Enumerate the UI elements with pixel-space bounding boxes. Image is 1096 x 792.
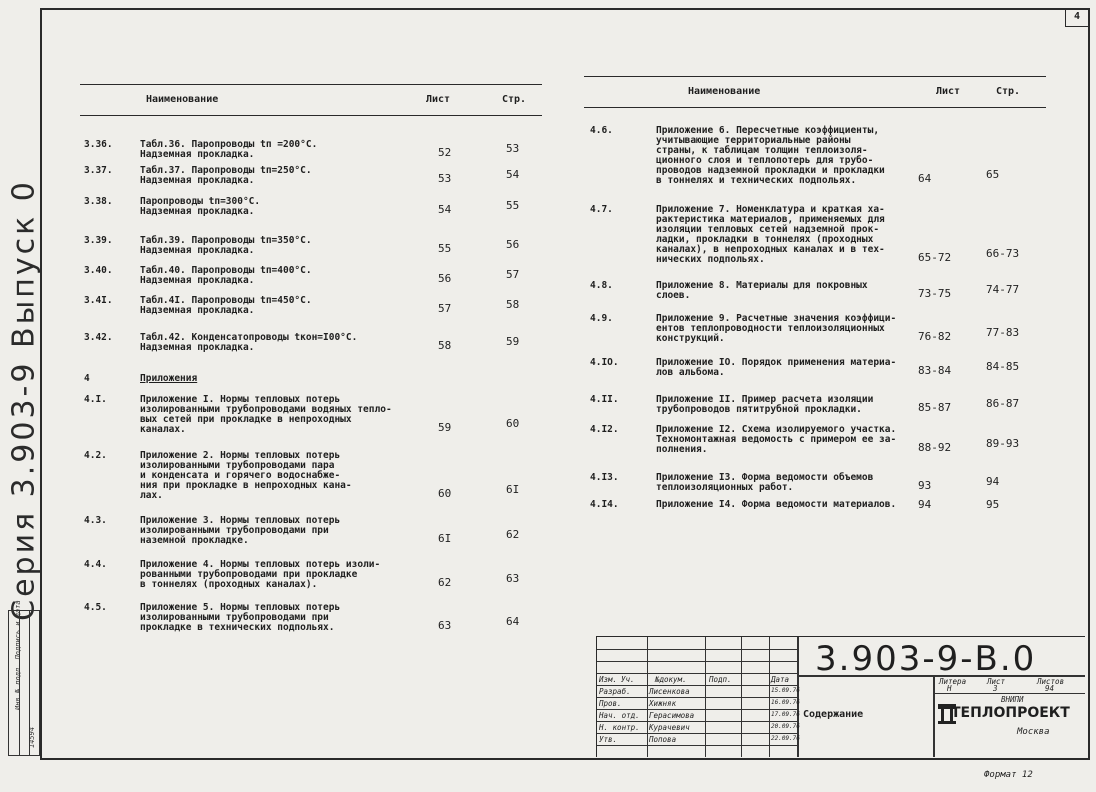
- row-title: Приложение 9. Расчетные значения коэффици- ентов теплопроводности теплоизоляционных конструкций.: [656, 313, 897, 344]
- col-header-uch: Уч.: [621, 675, 635, 684]
- signer-date: 22.09.76: [771, 735, 800, 742]
- row-page: 6I: [506, 483, 520, 496]
- row-sheet: 63: [438, 619, 452, 632]
- row-page: 86-87: [986, 397, 1020, 410]
- row-sheet: 65-72: [918, 251, 952, 264]
- row-title: Приложение 6. Пересчетные коэффициенты, учитывающие территориальные районы страны, к таблицам толщин теплоизоля- ционного слоя и теплопотерь для трубо- проводов надземной прокладки и прокладки в тоннелях и технических подпольях.: [656, 125, 885, 186]
- row-title: Приложение 8. Материалы для покровных слоев.: [656, 280, 868, 301]
- row-number: 3.36.: [84, 139, 113, 150]
- row-number: 4.7.: [590, 204, 613, 215]
- signer-date: 15.09.76: [771, 687, 800, 694]
- row-page: 63: [506, 572, 520, 585]
- org-small: ВНИПИ: [1001, 695, 1024, 704]
- row-title: Приложения: [140, 373, 198, 384]
- row-number: 4.8.: [590, 280, 613, 291]
- row-sheet: 58: [438, 339, 452, 352]
- row-sheet: 54: [438, 203, 452, 216]
- row-page: 59: [506, 335, 520, 348]
- row-page: 62: [506, 528, 520, 541]
- row-number: 4.IO.: [590, 357, 619, 368]
- signer-name: Лисенкова: [649, 687, 690, 696]
- row-title: Табл.39. Паропроводы tп=350°С. Надземная прокладка.: [140, 235, 312, 256]
- row-number: 4.4.: [84, 559, 107, 570]
- row-title: Приложение I2. Схема изолируемого участка. Техномонтажная ведомость с примером ее за- полнения.: [656, 424, 897, 455]
- row-number: 4.9.: [590, 313, 613, 324]
- row-page: 60: [506, 417, 520, 430]
- row-page: 55: [506, 199, 520, 212]
- contents-left-column: [80, 84, 542, 116]
- row-sheet: 76-82: [918, 330, 952, 343]
- signer-role: Разраб.: [599, 687, 631, 696]
- row-sheet: 52: [438, 146, 452, 159]
- row-sheet: 56: [438, 272, 452, 285]
- row-title: Приложение 3. Нормы тепловых потерь изолированными трубопроводами при наземной прокладке.: [140, 515, 341, 546]
- sheet-label: Лист: [987, 677, 1006, 686]
- inv-number: 14594: [28, 726, 36, 748]
- row-title: Табл.37. Паропроводы tп=250°С. Надземная прокладка.: [140, 165, 312, 186]
- signer-role: Нач. отд.: [599, 711, 640, 720]
- row-sheet: 94: [918, 498, 932, 511]
- row-page: 64: [506, 615, 520, 628]
- row-number: 4.II.: [590, 394, 619, 405]
- left-table-header: [80, 84, 542, 116]
- row-number: 3.38.: [84, 196, 113, 207]
- row-title: Табл.36. Паропроводы tп =200°С. Надземная прокладка.: [140, 139, 318, 160]
- row-number: 4.3.: [84, 515, 107, 526]
- row-page: 95: [986, 498, 1000, 511]
- row-title: Приложение 5. Нормы тепловых потерь изолированными трубопроводами при прокладке в технических подпольях.: [140, 602, 341, 633]
- signer-name: Герасимова: [649, 711, 695, 720]
- stage-value: Н: [947, 684, 952, 693]
- row-page: 94: [986, 475, 1000, 488]
- row-sheet: 64: [918, 172, 932, 185]
- doc-title: Содержание: [803, 709, 864, 720]
- header-sheet: Лист: [426, 94, 451, 105]
- header-sheet: Лист: [936, 86, 961, 97]
- row-title: Приложение I4. Форма ведомости материалов.: [656, 499, 897, 510]
- signer-name: Хижняк: [649, 699, 677, 708]
- row-sheet: 62: [438, 576, 452, 589]
- row-number: 4.I3.: [590, 472, 619, 483]
- row-number: 4.5.: [84, 602, 107, 613]
- row-sheet: 83-84: [918, 364, 952, 377]
- row-page: 65: [986, 168, 1000, 181]
- signer-date: 17.09.76: [771, 711, 800, 718]
- row-number: 3.39.: [84, 235, 113, 246]
- row-title: Табл.4I. Паропроводы tп=450°С. Надземная прокладка.: [140, 295, 312, 316]
- signer-date: 20.09.76: [771, 723, 800, 730]
- row-sheet: 57: [438, 302, 452, 315]
- col-header-izm: Изм.: [599, 675, 618, 684]
- header-page: Стр.: [502, 94, 527, 105]
- sheets-value: 94: [1045, 684, 1055, 693]
- contents-right-column: [584, 76, 1046, 108]
- row-title: Приложение IO. Порядок применения материа- лов альбома.: [656, 357, 897, 378]
- row-number: 4.I2.: [590, 424, 619, 435]
- header-page: Стр.: [996, 86, 1021, 97]
- signature-label: Инв.№ подл. Подпись и дата: [14, 600, 22, 710]
- col-header-date: Дата: [771, 675, 790, 684]
- row-page: 74-77: [986, 283, 1020, 296]
- row-title: Приложение I3. Форма ведомости объемов теплоизоляционных работ.: [656, 472, 874, 493]
- row-number: 3.4I.: [84, 295, 113, 306]
- row-title: Паропроводы tп=300°С. Надземная прокладка.: [140, 196, 261, 217]
- row-sheet: 85-87: [918, 401, 952, 414]
- row-page: 66-73: [986, 247, 1020, 260]
- side-stamp: [0, 0, 40, 792]
- signer-role: Утв.: [599, 735, 618, 744]
- signer-name: Курачевич: [649, 723, 690, 732]
- org-city: Москва: [1017, 727, 1050, 737]
- row-number: 4.2.: [84, 450, 107, 461]
- row-sheet: 88-92: [918, 441, 952, 454]
- org-name: ТЕПЛОПРОЕКТ: [951, 705, 1070, 721]
- sheet-value: 3: [993, 684, 998, 693]
- row-page: 56: [506, 238, 520, 251]
- row-number: 3.42.: [84, 332, 113, 343]
- row-sheet: 73-75: [918, 287, 952, 300]
- header-name: Наименование: [688, 86, 761, 97]
- header-name: Наименование: [146, 94, 219, 105]
- row-page: 54: [506, 168, 520, 181]
- doc-number: 3.903-9-В.0: [815, 639, 1037, 679]
- row-sheet: 6I: [438, 532, 452, 545]
- page-number: 4: [1065, 8, 1088, 27]
- signer-name: Попова: [649, 735, 677, 744]
- row-title: Приложение 4. Нормы тепловых потерь изоли- рованными трубопроводами при прокладке в тоннелях (проходных каналах).: [140, 559, 381, 590]
- row-page: 89-93: [986, 437, 1020, 450]
- row-number: 3.37.: [84, 165, 113, 176]
- row-page: 53: [506, 142, 520, 155]
- row-number: 4: [84, 373, 90, 384]
- right-table-header: [584, 76, 1046, 108]
- row-number: 4.I4.: [590, 499, 619, 510]
- row-sheet: 55: [438, 242, 452, 255]
- row-title: Приложение I. Нормы тепловых потерь изолированными трубопроводами водяных тепло- вых сетей при прокладке в непроходных каналах.: [140, 394, 392, 435]
- row-page: 77-83: [986, 326, 1020, 339]
- row-title: Табл.40. Паропроводы tп=400°С. Надземная прокладка.: [140, 265, 312, 286]
- signer-date: 16.09.76: [771, 699, 800, 706]
- row-title: Приложение II. Пример расчета изоляции трубопроводов пятитрубной прокладки.: [656, 394, 874, 415]
- signer-role: Пров.: [599, 699, 622, 708]
- row-title: Табл.42. Конденсатопроводы tкон=I00°С. Надземная прокладка.: [140, 332, 358, 353]
- row-page: 58: [506, 298, 520, 311]
- row-title: Приложение 2. Нормы тепловых потерь изолированными трубопроводами пара и конденсата и горячего водоснабже- ния при прокладке в непроходных кана- лах.: [140, 450, 352, 501]
- row-sheet: 53: [438, 172, 452, 185]
- row-page: 84-85: [986, 360, 1020, 373]
- row-sheet: 60: [438, 487, 452, 500]
- title-block: [596, 636, 1085, 757]
- sheets-label: Листов: [1037, 677, 1065, 686]
- signer-role: Н. контр.: [599, 723, 640, 732]
- row-number: 4.I.: [84, 394, 107, 405]
- format-label: Формат 12: [984, 770, 1033, 780]
- row-number: 4.6.: [590, 125, 613, 136]
- row-sheet: 59: [438, 421, 452, 434]
- row-number: 3.40.: [84, 265, 113, 276]
- stage-label: Литера: [939, 677, 967, 686]
- col-header-doc: №докум.: [655, 675, 687, 684]
- row-sheet: 93: [918, 479, 932, 492]
- row-title: Приложение 7. Номенклатура и краткая ха- рактеристика материалов, применяемых для изоляции тепловых сетей надземной прок- ладки, прокладки в тоннелях (проходных каналах), в непроходных каналах и в тех- нических подпольях.: [656, 204, 885, 265]
- row-page: 57: [506, 268, 520, 281]
- col-header-sign: Подп.: [709, 675, 732, 684]
- series-vertical-title: Серия 3.903-9 Выпуск 0: [6, 179, 42, 621]
